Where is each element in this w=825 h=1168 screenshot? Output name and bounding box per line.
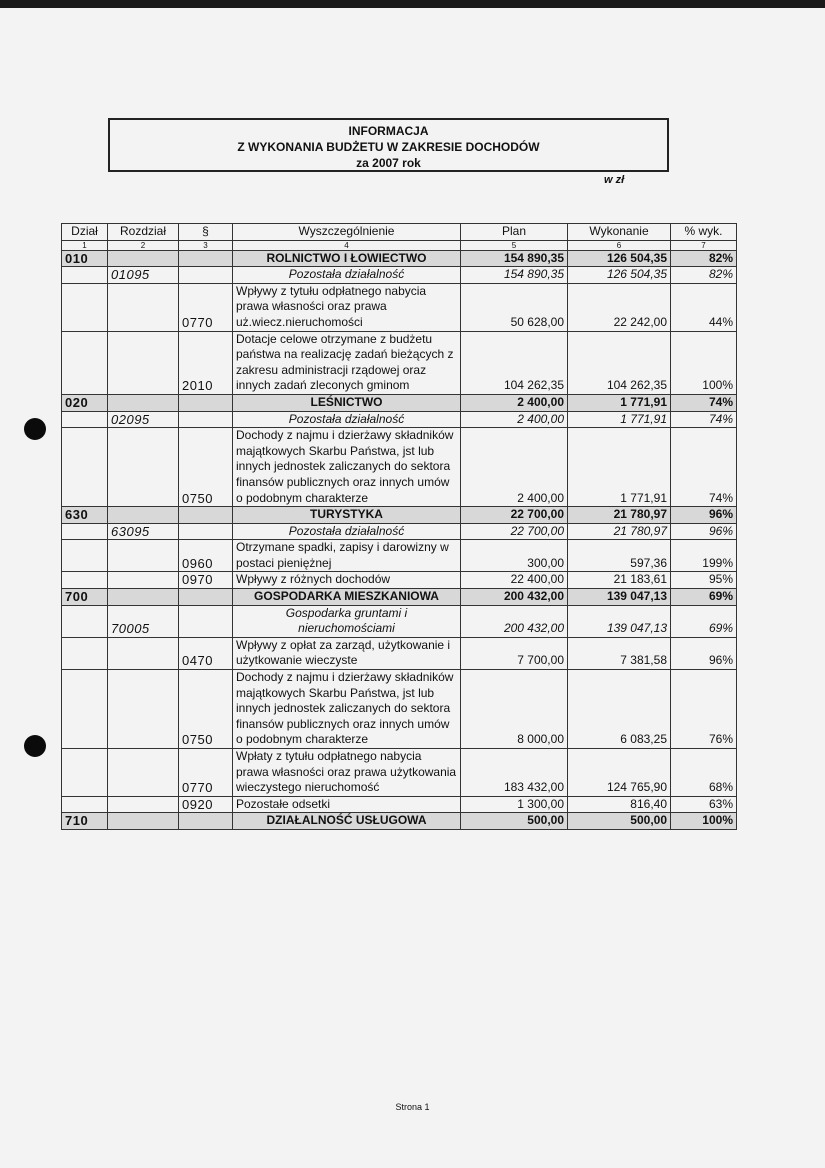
execution-value: 816,40 (568, 796, 671, 813)
paragraf-code (179, 250, 233, 267)
percent-value: 69% (671, 605, 737, 637)
table-row (62, 250, 737, 267)
plan-value: 22 400,00 (461, 572, 568, 589)
col-number: 4 (233, 240, 461, 250)
percent-value: 82% (671, 267, 737, 284)
description: Wpływy z tytułu odpłatnego nabycia prawa własności oraz prawa uż.wiecz.nieruchomości (233, 283, 461, 331)
col-number: 3 (179, 240, 233, 250)
dzial-code: 710 (62, 813, 108, 830)
description: Wpłaty z tytułu odpłatnego nabycia prawa własności oraz prawa użytkowania wieczystego nieruchomość (233, 749, 461, 797)
dzial-code: 020 (62, 394, 108, 411)
execution-value: 597,36 (568, 540, 671, 572)
execution-value: 126 504,35 (568, 250, 671, 267)
description: LEŚNICTWO (233, 394, 461, 411)
rozdzial-code (108, 813, 179, 830)
percent-value: 96% (671, 507, 737, 524)
rozdzial-code: 01095 (108, 267, 179, 284)
table-row (62, 428, 737, 507)
col-header-plan: Plan (461, 224, 568, 241)
table-row (62, 507, 737, 524)
paragraf-code: 0770 (179, 749, 233, 797)
rozdzial-code (108, 796, 179, 813)
dzial-code (62, 572, 108, 589)
description: Wpływy z różnych dochodów (233, 572, 461, 589)
table-row (62, 523, 737, 540)
paragraf-code: 2010 (179, 331, 233, 394)
dzial-code (62, 283, 108, 331)
description: DZIAŁALNOŚĆ USŁUGOWA (233, 813, 461, 830)
table-row (62, 411, 737, 428)
description: Dochody z najmu i dzierżawy składników majątkowych Skarbu Państwa, jst lub innych jednostek zaliczanych do sektora finansów publicznych oraz innych umów o podobnym charakterze (233, 428, 461, 507)
col-number: 5 (461, 240, 568, 250)
paragraf-code: 0750 (179, 670, 233, 749)
table-row (62, 394, 737, 411)
rozdzial-code (108, 428, 179, 507)
paragraf-code (179, 411, 233, 428)
percent-value: 82% (671, 250, 737, 267)
dzial-code (62, 605, 108, 637)
plan-value: 154 890,35 (461, 250, 568, 267)
rozdzial-code (108, 637, 179, 669)
col-header-rozdzial: Rozdział (108, 224, 179, 241)
col-number: 6 (568, 240, 671, 250)
rozdzial-code (108, 749, 179, 797)
description: Dochody z najmu i dzierżawy składników majątkowych Skarbu Państwa, jst lub innych jednostek zaliczanych do sektora finansów publicznych oraz innych umów o podobnym charakterze (233, 670, 461, 749)
revenue-table (61, 223, 737, 830)
table-header-row (62, 224, 737, 241)
percent-value: 44% (671, 283, 737, 331)
paragraf-code (179, 605, 233, 637)
percent-value: 74% (671, 411, 737, 428)
description: Pozostałe odsetki (233, 796, 461, 813)
table-row (62, 605, 737, 637)
table-row (62, 267, 737, 284)
col-number: 2 (108, 240, 179, 250)
rozdzial-code (108, 670, 179, 749)
dzial-code (62, 749, 108, 797)
dzial-code (62, 523, 108, 540)
dzial-code: 010 (62, 250, 108, 267)
col-number: 1 (62, 240, 108, 250)
table-row (62, 540, 737, 572)
description: Pozostała działalność (233, 267, 461, 284)
header-title: INFORMACJA (348, 124, 429, 138)
description: Otrzymane spadki, zapisy i darowizny w postaci pieniężnej (233, 540, 461, 572)
percent-value: 100% (671, 813, 737, 830)
plan-value: 154 890,35 (461, 267, 568, 284)
punch-hole-bottom (24, 735, 46, 757)
description: Pozostała działalność (233, 523, 461, 540)
table-row (62, 589, 737, 606)
rozdzial-code (108, 589, 179, 606)
paragraf-code (179, 813, 233, 830)
rozdzial-code: 63095 (108, 523, 179, 540)
description: Dotacje celowe otrzymane z budżetu państwa na realizację zadań bieżących z zakresu administracji rządowej oraz innych zadań zleconych gminom (233, 331, 461, 394)
description: Wpływy z opłat za zarząd, użytkowanie i użytkowanie wieczyste (233, 637, 461, 669)
rozdzial-code (108, 250, 179, 267)
rozdzial-code (108, 283, 179, 331)
rozdzial-code (108, 507, 179, 524)
percent-value: 95% (671, 572, 737, 589)
execution-value: 21 183,61 (568, 572, 671, 589)
page-number: Strona 1 (395, 1102, 430, 1112)
dzial-code (62, 637, 108, 669)
execution-value: 22 242,00 (568, 283, 671, 331)
table-row (62, 283, 737, 331)
execution-value: 104 262,35 (568, 331, 671, 394)
col-header-description: Wyszczególnienie (233, 224, 461, 241)
plan-value: 500,00 (461, 813, 568, 830)
plan-value: 1 300,00 (461, 796, 568, 813)
paragraf-code (179, 267, 233, 284)
dzial-code (62, 670, 108, 749)
col-header-execution: Wykonanie (568, 224, 671, 241)
paragraf-code: 0920 (179, 796, 233, 813)
percent-value: 100% (671, 331, 737, 394)
execution-value: 124 765,90 (568, 749, 671, 797)
percent-value: 69% (671, 589, 737, 606)
plan-value: 7 700,00 (461, 637, 568, 669)
dzial-code (62, 267, 108, 284)
percent-value: 96% (671, 523, 737, 540)
table-row (62, 749, 737, 797)
dzial-code (62, 796, 108, 813)
paragraf-code: 0470 (179, 637, 233, 669)
col-number: 7 (671, 240, 737, 250)
plan-value: 200 432,00 (461, 605, 568, 637)
paragraf-code: 0770 (179, 283, 233, 331)
rozdzial-code: 02095 (108, 411, 179, 428)
execution-value: 1 771,91 (568, 411, 671, 428)
percent-value: 63% (671, 796, 737, 813)
table-row (62, 572, 737, 589)
table-row (62, 637, 737, 669)
paragraf-code (179, 394, 233, 411)
table-row (62, 670, 737, 749)
description: TURYSTYKA (233, 507, 461, 524)
rozdzial-code (108, 540, 179, 572)
execution-value: 1 771,91 (568, 394, 671, 411)
percent-value: 74% (671, 394, 737, 411)
punch-hole-top (24, 418, 46, 440)
paragraf-code: 0970 (179, 572, 233, 589)
plan-value: 2 400,00 (461, 394, 568, 411)
paragraf-code (179, 523, 233, 540)
col-header-dzial: Dział (62, 224, 108, 241)
percent-value: 199% (671, 540, 737, 572)
plan-value: 2 400,00 (461, 428, 568, 507)
execution-value: 139 047,13 (568, 589, 671, 606)
execution-value: 21 780,97 (568, 507, 671, 524)
plan-value: 200 432,00 (461, 589, 568, 606)
description: ROLNICTWO I ŁOWIECTWO (233, 250, 461, 267)
dzial-code (62, 411, 108, 428)
execution-value: 21 780,97 (568, 523, 671, 540)
table-row (62, 796, 737, 813)
scan-top-edge (0, 0, 825, 8)
paragraf-code: 0750 (179, 428, 233, 507)
dzial-code: 700 (62, 589, 108, 606)
column-number-row (62, 240, 737, 250)
description: Pozostała działalność (233, 411, 461, 428)
percent-value: 68% (671, 749, 737, 797)
rozdzial-code: 70005 (108, 605, 179, 637)
col-header-percent: % wyk. (671, 224, 737, 241)
rozdzial-code (108, 394, 179, 411)
execution-value: 139 047,13 (568, 605, 671, 637)
description: GOSPODARKA MIESZKANIOWA (233, 589, 461, 606)
plan-value: 50 628,00 (461, 283, 568, 331)
dzial-code (62, 428, 108, 507)
dzial-code: 630 (62, 507, 108, 524)
dzial-code (62, 331, 108, 394)
header-year: za 2007 rok (356, 156, 421, 170)
dzial-code (62, 540, 108, 572)
plan-value: 22 700,00 (461, 507, 568, 524)
plan-value: 8 000,00 (461, 670, 568, 749)
paragraf-code (179, 589, 233, 606)
rozdzial-code (108, 331, 179, 394)
plan-value: 300,00 (461, 540, 568, 572)
execution-value: 500,00 (568, 813, 671, 830)
plan-value: 183 432,00 (461, 749, 568, 797)
rozdzial-code (108, 572, 179, 589)
percent-value: 96% (671, 637, 737, 669)
percent-value: 74% (671, 428, 737, 507)
currency-unit: w zł (604, 174, 625, 186)
header-subtitle: Z WYKONANIA BUDŻETU W ZAKRESIE DOCHODÓW (237, 140, 540, 154)
paragraf-code (179, 507, 233, 524)
execution-value: 1 771,91 (568, 428, 671, 507)
table-row (62, 813, 737, 830)
plan-value: 22 700,00 (461, 523, 568, 540)
plan-value: 104 262,35 (461, 331, 568, 394)
plan-value: 2 400,00 (461, 411, 568, 428)
report-header (108, 118, 669, 172)
execution-value: 7 381,58 (568, 637, 671, 669)
description: Gospodarka gruntami i nieruchomościami (233, 605, 461, 637)
execution-value: 126 504,35 (568, 267, 671, 284)
percent-value: 76% (671, 670, 737, 749)
table-row (62, 331, 737, 394)
col-header-paragraf: § (179, 224, 233, 241)
paragraf-code: 0960 (179, 540, 233, 572)
execution-value: 6 083,25 (568, 670, 671, 749)
